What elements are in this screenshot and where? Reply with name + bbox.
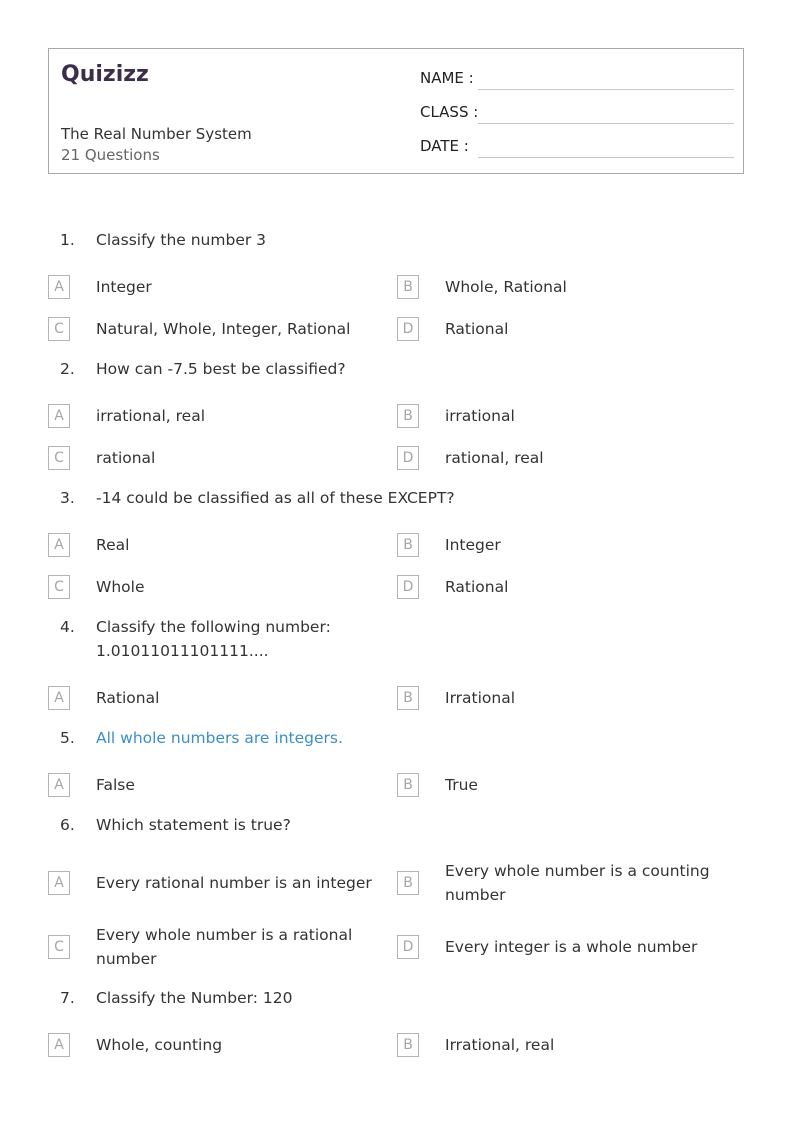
option-text: Integer	[445, 536, 501, 554]
option-text: rational, real	[445, 449, 544, 467]
option-text: Irrational, real	[445, 1036, 555, 1054]
option-letter: C	[48, 935, 70, 959]
option-text: Rational	[445, 320, 509, 338]
student-fields	[420, 67, 734, 169]
question-text-link[interactable]: All whole numbers are integers.	[96, 729, 343, 747]
option-b[interactable]	[397, 266, 727, 308]
option-d[interactable]	[397, 566, 727, 608]
option-letter: B	[397, 404, 419, 428]
logo-text: Quizizz	[61, 62, 149, 87]
option-a[interactable]	[48, 524, 378, 566]
question-number: 5.	[60, 729, 75, 747]
question-text: Classify the Number: 120	[96, 989, 293, 1007]
option-text: False	[96, 776, 135, 794]
question-number: 6.	[60, 816, 75, 834]
quizizz-logo	[61, 59, 151, 87]
option-letter: A	[48, 773, 70, 797]
option-letter: A	[48, 686, 70, 710]
option-letter: D	[397, 935, 419, 959]
class-label: CLASS :	[420, 103, 479, 121]
option-letter: D	[397, 446, 419, 470]
option-b[interactable]	[397, 851, 727, 915]
option-b[interactable]	[397, 395, 727, 437]
name-field[interactable]	[420, 67, 734, 101]
question-7	[0, 986, 794, 1066]
question-list	[0, 228, 794, 1066]
option-text: Integer	[96, 278, 152, 296]
question-number: 2.	[60, 360, 75, 378]
worksheet-header	[48, 48, 744, 174]
name-line	[478, 89, 734, 90]
option-a[interactable]	[48, 851, 378, 915]
question-number: 1.	[60, 231, 75, 249]
option-text: Real	[96, 536, 130, 554]
option-text: Every whole number is a counting number	[445, 862, 710, 904]
option-text: Natural, Whole, Integer, Rational	[96, 320, 351, 338]
question-6	[0, 813, 794, 986]
option-text: irrational, real	[96, 407, 205, 425]
option-text: Rational	[445, 578, 509, 596]
class-line	[478, 123, 734, 124]
date-line	[478, 157, 734, 158]
option-d[interactable]	[397, 308, 727, 350]
option-letter: C	[48, 446, 70, 470]
option-c[interactable]	[48, 566, 378, 608]
option-letter: A	[48, 533, 70, 557]
option-letter: A	[48, 404, 70, 428]
option-c[interactable]	[48, 915, 378, 979]
option-letter: A	[48, 275, 70, 299]
option-text: Every integer is a whole number	[445, 938, 698, 956]
option-a[interactable]	[48, 395, 378, 437]
option-text: Every whole number is a rational number	[96, 926, 353, 968]
question-4	[0, 615, 794, 726]
option-text: Rational	[96, 689, 160, 707]
date-label: DATE :	[420, 137, 469, 155]
option-letter: D	[397, 575, 419, 599]
option-letter: B	[397, 773, 419, 797]
option-letter: D	[397, 317, 419, 341]
option-letter: C	[48, 317, 70, 341]
option-letter: C	[48, 575, 70, 599]
option-letter: B	[397, 686, 419, 710]
question-3	[0, 486, 794, 615]
option-letter: B	[397, 1033, 419, 1057]
option-b[interactable]	[397, 677, 727, 719]
option-c[interactable]	[48, 308, 378, 350]
option-text: Every rational number is an integer	[96, 874, 372, 892]
option-letter: B	[397, 871, 419, 895]
option-text: Whole, Rational	[445, 278, 567, 296]
question-text: Which statement is true?	[96, 816, 291, 834]
option-c[interactable]	[48, 437, 378, 479]
option-letter: B	[397, 275, 419, 299]
name-label: NAME :	[420, 69, 474, 87]
option-text: irrational	[445, 407, 515, 425]
question-text: Classify the number 3	[96, 231, 267, 249]
worksheet-title: The Real Number System	[61, 125, 252, 143]
question-text: -14 could be classified as all of these EXCEPT?	[96, 489, 455, 507]
option-d[interactable]	[397, 915, 727, 979]
option-text: rational	[96, 449, 156, 467]
question-number: 4.	[60, 618, 75, 636]
question-2	[0, 357, 794, 486]
question-text: Classify the following number: 1.01011011101111....	[96, 618, 331, 660]
option-text: True	[445, 776, 478, 794]
class-field[interactable]	[420, 101, 734, 135]
option-a[interactable]	[48, 1024, 378, 1066]
option-d[interactable]	[397, 437, 727, 479]
option-a[interactable]	[48, 677, 378, 719]
option-b[interactable]	[397, 764, 727, 806]
option-letter: A	[48, 871, 70, 895]
question-text: How can -7.5 best be classified?	[96, 360, 346, 378]
option-a[interactable]	[48, 764, 378, 806]
date-field[interactable]	[420, 135, 734, 169]
option-b[interactable]	[397, 524, 727, 566]
option-a[interactable]	[48, 266, 378, 308]
option-b[interactable]	[397, 1024, 727, 1066]
question-1	[0, 228, 794, 357]
option-text: Irrational	[445, 689, 516, 707]
option-letter: A	[48, 1033, 70, 1057]
question-5	[0, 726, 794, 813]
option-letter: B	[397, 533, 419, 557]
option-text: Whole, counting	[96, 1036, 223, 1054]
option-text: Whole	[96, 578, 145, 596]
question-number: 7.	[60, 989, 75, 1007]
question-number: 3.	[60, 489, 75, 507]
question-count: 21 Questions	[61, 146, 160, 164]
